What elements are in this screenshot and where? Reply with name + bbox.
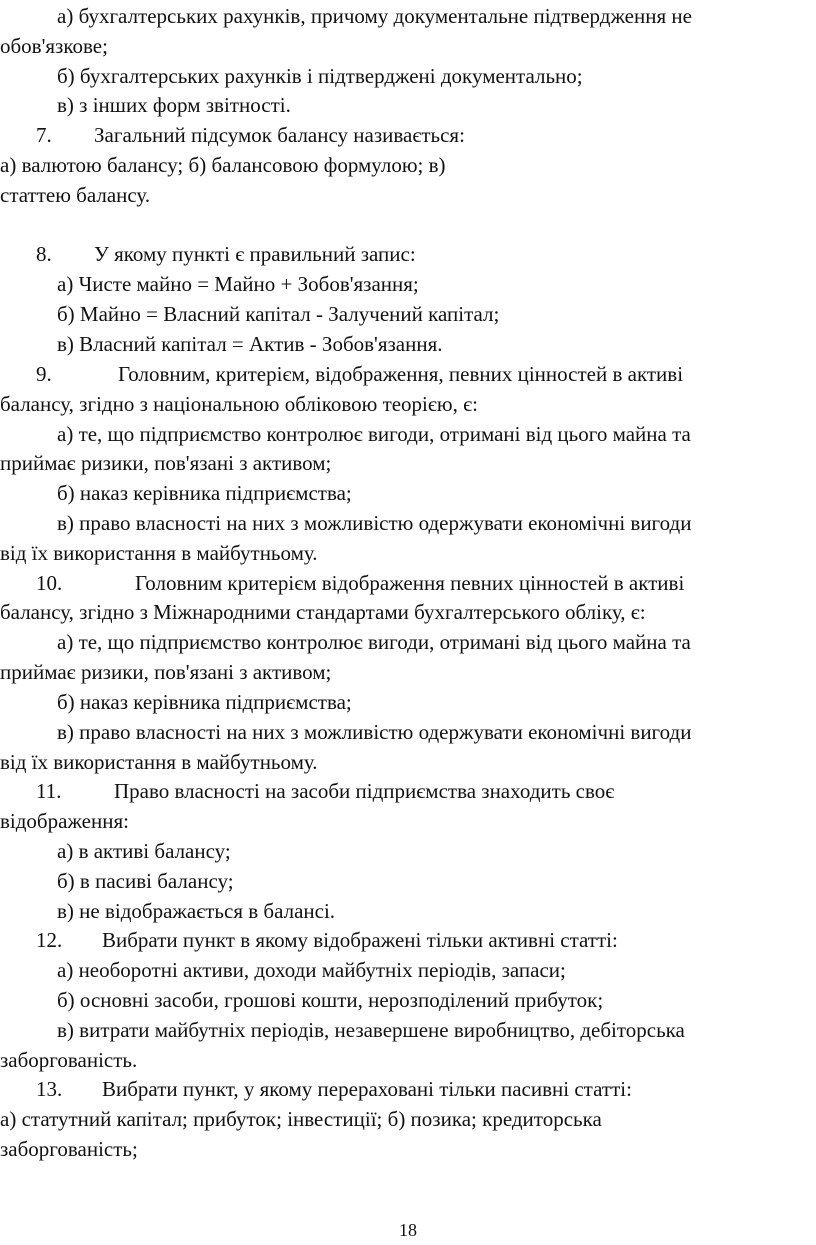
- question-number: 9.: [36, 362, 52, 386]
- question-number: 10.: [36, 571, 63, 595]
- question-9: [36, 360, 683, 388]
- text-line: в) Власний капітал = Актив - Зобов'язання.: [57, 332, 443, 356]
- text-line: в) з інших форм звітності.: [57, 93, 291, 117]
- question-text: Вибрати пункт в якому відображені тільки активні статті:: [102, 928, 618, 952]
- text-line: приймає ризики, пов'язані з активом;: [0, 660, 332, 684]
- text-line: в) право власності на них з можливістю одержувати економічні вигоди: [57, 511, 692, 535]
- question-13: [36, 1075, 632, 1103]
- text-line: а) валютою балансу; б) балансовою формулою; в): [0, 153, 446, 177]
- question-text: Вибрати пункт, у якому перераховані тільки пасивні статті:: [102, 1077, 632, 1101]
- text-line: приймає ризики, пов'язані з активом;: [0, 451, 332, 475]
- question-number: 12.: [36, 928, 63, 952]
- question-text: Головним, критерієм, відображення, певних цінностей в активі: [118, 362, 684, 386]
- question-11: [36, 777, 614, 805]
- text-line: заборгованість;: [0, 1137, 138, 1161]
- question-number: 8.: [36, 242, 52, 266]
- text-line: від їх використання в майбутньому.: [0, 750, 318, 774]
- text-line: б) наказ керівника підприємства;: [57, 481, 352, 505]
- question-text: Право власності на засоби підприємства знаходить своє: [114, 779, 615, 803]
- question-text: У якому пункті є правильний запис:: [94, 242, 416, 266]
- question-number: 13.: [36, 1077, 63, 1101]
- question-12: [36, 926, 618, 954]
- text-line: статтею балансу.: [0, 183, 151, 207]
- text-line: а) статутний капітал; прибуток; інвестиції; б) позика; кредиторська: [0, 1107, 602, 1131]
- text-line: відображення:: [0, 809, 129, 833]
- text-line: в) витрати майбутніх періодів, незавершене виробництво, дебіторська: [57, 1018, 685, 1042]
- text-line: заборгованість.: [0, 1048, 138, 1072]
- page-number: 18: [399, 1220, 417, 1240]
- text-line: б) бухгалтерських рахунків і підтверджені документально;: [57, 64, 583, 88]
- text-line: а) Чисте майно = Майно + Зобов'язання;: [57, 272, 419, 296]
- text-line: а) те, що підприємство контролює вигоди, отримані від цього майна та: [57, 422, 691, 446]
- text-line: а) бухгалтерських рахунків, причому документальне підтвердження не: [57, 4, 692, 28]
- text-line: а) те, що підприємство контролює вигоди, отримані від цього майна та: [57, 630, 691, 654]
- text-line: обов'язкове;: [0, 34, 108, 58]
- text-line: а) необоротні активи, доходи майбутніх періодів, запаси;: [57, 958, 566, 982]
- text-line: балансу, згідно з національною обліковою теорією, є:: [0, 392, 478, 416]
- text-line: а) в активі балансу;: [57, 839, 231, 863]
- question-text: Загальний підсумок балансу називається:: [94, 123, 465, 147]
- question-text: Головним критерієм відображення певних цінностей в активі: [135, 571, 685, 595]
- question-number: 7.: [36, 123, 52, 147]
- text-line: б) наказ керівника підприємства;: [57, 690, 352, 714]
- question-7: [36, 121, 465, 149]
- question-10: [36, 569, 684, 597]
- text-line: в) право власності на них з можливістю одержувати економічні вигоди: [57, 720, 692, 744]
- question-8: [36, 240, 416, 268]
- text-line: б) Майно = Власний капітал - Залучений капітал;: [57, 302, 500, 326]
- text-line: від їх використання в майбутньому.: [0, 541, 318, 565]
- text-line: б) основні засоби, грошові кошти, нерозподілений прибуток;: [57, 988, 604, 1012]
- text-line: балансу, згідно з Міжнародними стандартами бухгалтерського обліку, є:: [0, 600, 646, 624]
- question-number: 11.: [36, 779, 62, 803]
- text-line: б) в пасиві балансу;: [57, 869, 234, 893]
- text-line: в) не відображається в балансі.: [57, 899, 336, 923]
